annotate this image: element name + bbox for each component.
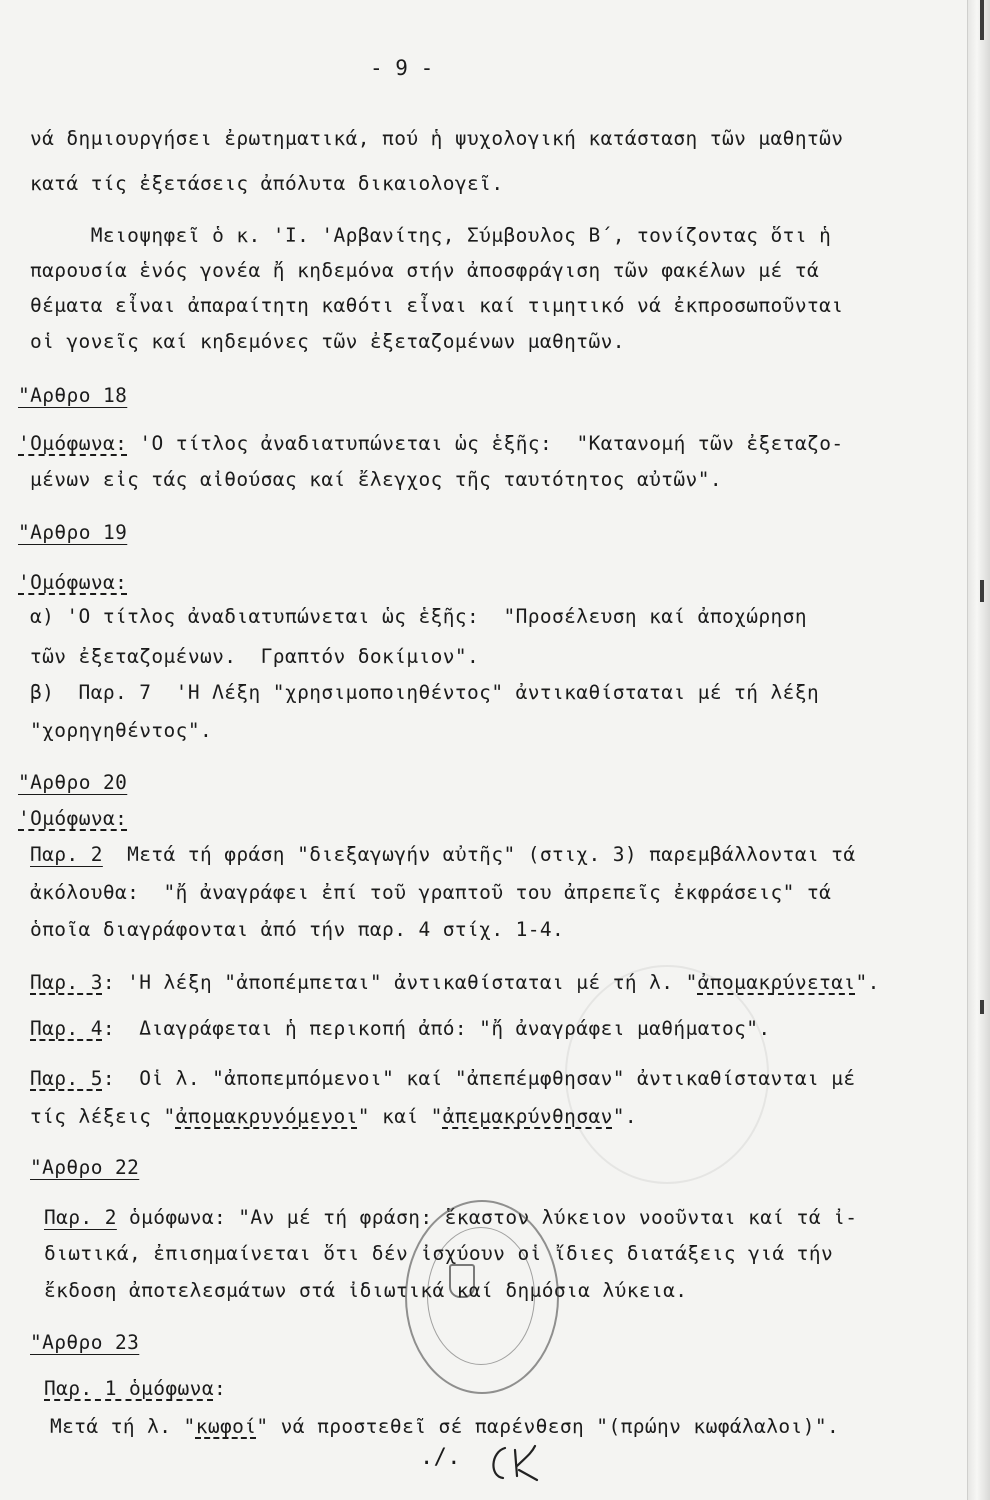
coat-of-arms-icon bbox=[449, 1264, 475, 1298]
article-22-text: ἔκδοση ἀποτελεσμάτων στά ἰδιωτικά καί δημόσια λύκεια. bbox=[44, 1279, 688, 1302]
article-19-label: 'Ομόφωνα: bbox=[18, 571, 128, 594]
article-18-text: 'Ομόφωνα: 'Ο τίτλος ἀναδιατυπώνεται ὡς ἑξῆς: "Κατανομή τῶν ἐξεταζο- bbox=[18, 432, 844, 455]
article-20-par2: Παρ. 2 Μετά τή φράση "διεξαγωγήν αὐτῆς" (στιχ. 3) παρεμβάλλονται τά bbox=[30, 843, 856, 866]
handwritten-signature bbox=[455, 1440, 545, 1485]
article-20-par2: ἀκόλουθα: "ἤ ἀναγράφει ἐπί τοῦ γραπτοῦ του ἀπρεπεῖς ἐκφράσεις" τά bbox=[30, 881, 832, 904]
article-22-text: Παρ. 2 ὁμόφωνα: "Αν μέ τή φράση: ἕκαστον λύκειον νοοῦνται καί τά ἰ- bbox=[44, 1206, 858, 1229]
article-23-text: Μετά τή λ. "κωφοί" νά προστεθεῖ σέ παρένθεση "(πρώην κωφάλαλοι)". bbox=[50, 1415, 840, 1438]
par-4-label: Παρ. 4 bbox=[30, 1017, 103, 1040]
continuation-mark: ./. bbox=[420, 1445, 461, 1470]
body-line: Μειοψηφεῖ ὁ κ. 'Ι. 'Αρβανίτης, Σύμβουλος Β΄, τονίζοντας ὅτι ἡ bbox=[30, 224, 832, 247]
page-number: - 9 - bbox=[370, 56, 434, 80]
body-line: νά δημιουργήσει ἐρωτηματικά, πού ἡ ψυχολογική κατάσταση τῶν μαθητῶν bbox=[30, 127, 844, 150]
article-18-heading: "Αρθρο 18 bbox=[18, 384, 128, 407]
article-22-text: διωτικά, ἐπισημαίνεται ὅτι δέν ἰσχύουν οἱ ἴδιες διατάξεις γιά τήν bbox=[44, 1242, 834, 1265]
page-edge bbox=[967, 0, 990, 1500]
article-20-par4: Παρ. 4: Διαγράφεται ἡ περικοπή ἀπό: "ἤ ἀναγράφει μαθήματος". bbox=[30, 1017, 771, 1040]
body-line: θέματα εἶναι ἀπαραίτητη καθότι εἶναι καί τιμητικό νά ἐκπροσωποῦνται bbox=[30, 294, 844, 317]
par-5-label: Παρ. 5 bbox=[30, 1067, 103, 1090]
article-23-text: Παρ. 1 ὁμόφωνα: bbox=[44, 1377, 227, 1400]
par-1-label: Παρ. 1 ὁμόφωνα bbox=[44, 1377, 214, 1400]
article-19-item-b: β) Παρ. 7 'Η Λέξη "χρησιμοποιηθέντος" ἀντικαθίσταται μέ τή λέξη bbox=[30, 681, 820, 704]
par-3-label: Παρ. 3 bbox=[30, 971, 103, 994]
article-19-item-b: "χορηγηθέντος". bbox=[30, 719, 213, 742]
article-19-item-a: α) 'Ο τίτλος ἀναδιατυπώνεται ὡς ἑξῆς: "Προσέλευση καί ἀποχώρηση bbox=[30, 605, 807, 628]
article-20-label: 'Ομόφωνα: bbox=[18, 807, 128, 830]
article-20-par2: ὁποῖα διαγράφονται ἀπό τήν παρ. 4 στίχ. 1-4. bbox=[30, 918, 565, 941]
body-line: παρουσία ἑνός γονέα ἤ κηδεμόνα στήν ἀποσφράγιση τῶν φακέλων μέ τά bbox=[30, 259, 820, 282]
article-18-label: 'Ομόφωνα: bbox=[18, 432, 128, 455]
par-2-label: Παρ. 2 bbox=[44, 1206, 117, 1229]
par-2-label: Παρ. 2 bbox=[30, 843, 103, 866]
body-line: οἱ γονεῖς καί κηδεμόνες τῶν ἐξεταζομένων μαθητῶν. bbox=[30, 330, 625, 353]
article-22-heading: "Αρθρο 22 bbox=[30, 1156, 140, 1179]
article-20-heading: "Αρθρο 20 bbox=[18, 771, 128, 794]
article-19-item-a: τῶν ἐξεταζομένων. Γραπτόν δοκίμιον". bbox=[30, 645, 480, 668]
article-20-par3: Παρ. 3: 'Η λέξη "ἀποπέμπεται" ἀντικαθίσταται μέ τή λ. "ἀπομακρύνεται". bbox=[30, 971, 880, 994]
body-line: κατά τίς ἐξετάσεις ἀπόλυτα δικαιολογεῖ. bbox=[30, 172, 504, 195]
article-20-par5: Παρ. 5: Οἱ λ. "ἀποπεμπόμενοι" καί "ἀπεπέμφθησαν" ἀντικαθίστανται μέ bbox=[30, 1067, 856, 1090]
official-stamp bbox=[405, 1200, 559, 1394]
article-19-heading: "Αρθρο 19 bbox=[18, 521, 128, 544]
article-23-heading: "Αρθρο 23 bbox=[30, 1331, 140, 1354]
article-20-par5: τίς λέξεις "ἀπομακρυνόμενοι" καί "ἀπεμακρύνθησαν". bbox=[30, 1105, 638, 1128]
article-18-text: μένων εἰς τάς αἰθούσας καί ἔλεγχος τῆς ταυτότητος αὐτῶν". bbox=[30, 468, 722, 491]
